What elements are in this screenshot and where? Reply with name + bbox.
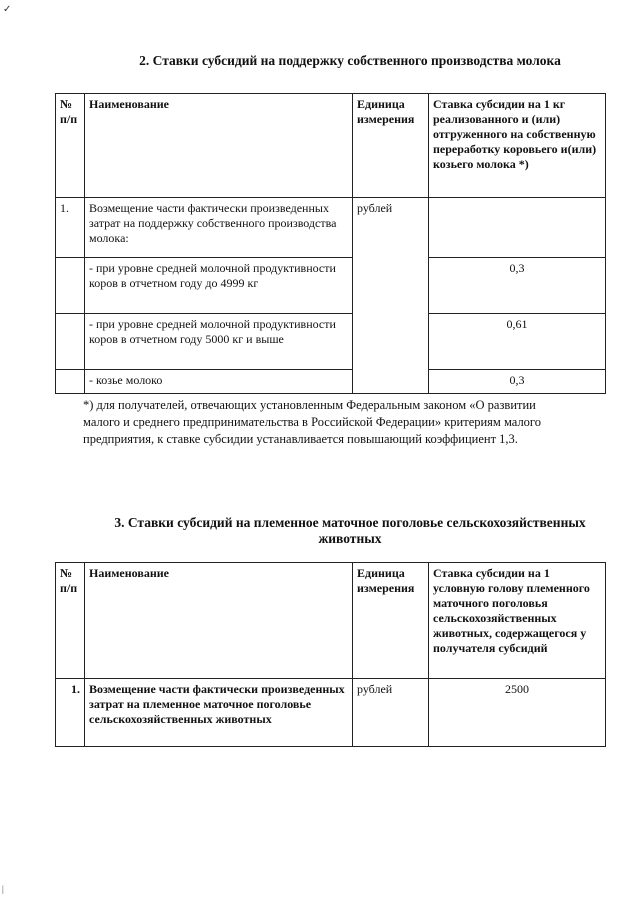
footnote-line: *) для получателей, отвечающих установленным Федеральным законом «О развитии (83, 398, 536, 412)
row-unit: рублей (353, 198, 429, 394)
row-rate (429, 198, 606, 258)
section-3-table (55, 562, 606, 747)
table-header-row (56, 94, 606, 198)
table-row (56, 679, 606, 747)
footnote (83, 397, 599, 448)
row-num: 1. (56, 679, 85, 747)
header-unit: Единица измерения (353, 563, 429, 679)
row-name: Возмещение части фактически произведенных затрат на племенное маточное поголовье сельскохозяйственных животных (85, 679, 353, 747)
table-row (56, 198, 606, 258)
header-num: № п/п (56, 563, 85, 679)
row-name: Возмещение части фактически произведенных затрат на поддержку собственного производства молока: (85, 198, 353, 258)
table-header-row (56, 563, 606, 679)
row-rate: 0,3 (429, 258, 606, 314)
header-name: Наименование (85, 94, 353, 198)
row-rate: 0,61 (429, 314, 606, 370)
row-name: - при уровне средней молочной продуктивности коров в отчетном году до 4999 кг (85, 258, 353, 314)
row-name: - козье молоко (85, 370, 353, 394)
header-rate: Ставка субсидии на 1 условную голову племенного маточного поголовья сельскохозяйственных животных, содержащегося у получателя субсидий (429, 563, 606, 679)
row-name: - при уровне средней молочной продуктивности коров в отчетном году 5000 кг и выше (85, 314, 353, 370)
header-name: Наименование (85, 563, 353, 679)
section-2-table (55, 93, 606, 394)
section-3-title (60, 515, 638, 547)
header-unit: Единица измерения (353, 94, 429, 198)
margin-tick: | (2, 884, 4, 894)
section-2-title: 2. Ставки субсидий на поддержку собственного производства молока (139, 53, 561, 68)
table-row (56, 370, 606, 394)
table-row (56, 258, 606, 314)
section-3-title-line2: животных (318, 531, 382, 546)
check-mark-icon: ✓ (3, 4, 12, 15)
table-row (56, 314, 606, 370)
row-num (56, 258, 85, 314)
footnote-line: малого и среднего предпринимательства в Российской Федерации» критериям малого (83, 415, 542, 429)
footnote-line: предприятия, к ставке субсидии устанавливается повышающий коэффициент 1,3. (83, 432, 518, 446)
row-num: 1. (56, 198, 85, 258)
row-rate: 0,3 (429, 370, 606, 394)
section-3-title-line1: 3. Ставки субсидий на племенное маточное поголовье сельскохозяйственных (114, 515, 586, 530)
row-num (56, 314, 85, 370)
row-num (56, 370, 85, 394)
row-unit: рублей (353, 679, 429, 747)
header-rate: Ставка субсидии на 1 кг реализованного и (или) отгруженного на собственную переработку коровьего и(или) козьего молока *) (429, 94, 606, 198)
header-num: № п/п (56, 94, 85, 198)
row-rate: 2500 (429, 679, 606, 747)
